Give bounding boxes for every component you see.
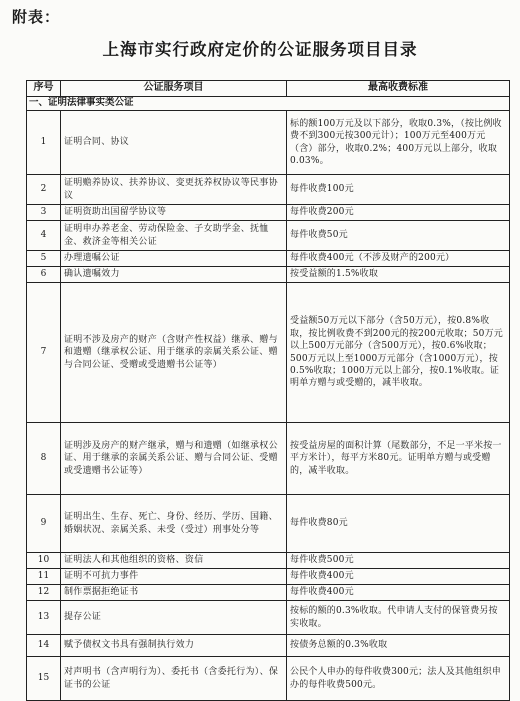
row-fee: 按标的额的0.3%收取。代申请人支付的保管费另按实收取。 [287, 601, 510, 635]
table-row [27, 267, 510, 283]
header-fee: 最高收费标准 [287, 81, 510, 97]
row-fee: 每件收费400元（不涉及财产的200元） [287, 251, 510, 267]
row-no: 8 [27, 423, 61, 495]
table-row [27, 205, 510, 221]
row-item: 证明合同、协议 [61, 111, 287, 175]
row-fee: 每件收费50元 [287, 221, 510, 251]
table-header-row [27, 81, 510, 97]
row-no: 13 [27, 601, 61, 635]
row-item: 证明资助出国留学协议等 [61, 205, 287, 221]
table-row [27, 111, 510, 175]
row-item: 证明不涉及房产的财产（含财产性权益）继承、赠与和遗赠（继承权公证、用于继承的亲属关系公证、赠与合同公证、受赠或受遗赠书公证等） [61, 283, 287, 423]
row-no: 4 [27, 221, 61, 251]
table-row [27, 221, 510, 251]
row-fee: 公民个人申办的每件收费300元；法人及其他组织申办的每件收费500元。 [287, 657, 510, 701]
table-row [27, 585, 510, 601]
row-item: 确认遗嘱效力 [61, 267, 287, 283]
row-fee: 按受益额的1.5%收取 [287, 267, 510, 283]
table-row [27, 601, 510, 635]
row-item: 赋予债权文书具有强制执行效力 [61, 635, 287, 657]
section-title: 一、证明法律事实类公证 [27, 97, 510, 111]
row-fee: 每件收费200元 [287, 205, 510, 221]
row-fee: 每件收费400元 [287, 585, 510, 601]
row-no: 10 [27, 553, 61, 569]
table-row [27, 283, 510, 423]
row-no: 1 [27, 111, 61, 175]
table-row [27, 175, 510, 205]
table-row [27, 495, 510, 553]
fee-table [26, 80, 510, 701]
row-no: 15 [27, 657, 61, 701]
row-item: 办理遗嘱公证 [61, 251, 287, 267]
row-no: 11 [27, 569, 61, 585]
row-fee: 受益额50万元以下部分（含50万元），按0.8%收取，按比例收费不到200元的按200元收取；50万元以上500万元部分（含500万元），按0.6%收取；500万元以上至1000万元部分（含1000万元），按0.5%收取；1000万元以上部分，按0.1%收取。证明单方赠与或受赠的，减半收取。 [287, 283, 510, 423]
row-fee: 每件收费100元 [287, 175, 510, 205]
row-no: 7 [27, 283, 61, 423]
header-item: 公证服务项目 [61, 81, 287, 97]
table-row [27, 569, 510, 585]
row-item: 提存公证 [61, 601, 287, 635]
row-fee: 标的额100万元及以下部分，收取0.3%，（按比例收费不到300元按300元计）；100万元至400万元（含）部分，收取0.2%；400万元以上部分，收取0.03%。 [287, 111, 510, 175]
row-item: 证明出生、生存、死亡、身份、经历、学历、国籍、婚姻状况、亲属关系、未受（受过）刑事处分等 [61, 495, 287, 553]
row-no: 14 [27, 635, 61, 657]
page-title: 上海市实行政府定价的公证服务项目目录 [102, 40, 418, 59]
row-item: 证明赡养协议、扶养协议、变更抚养权协议等民事协议 [61, 175, 287, 205]
row-fee: 按债务总额的0.3%收取 [287, 635, 510, 657]
row-no: 6 [27, 267, 61, 283]
row-item: 对声明书（含声明行为）、委托书（含委托行为）、保证书的公证 [61, 657, 287, 701]
row-fee: 每件收费400元 [287, 569, 510, 585]
row-no: 12 [27, 585, 61, 601]
table-row [27, 657, 510, 701]
table-row [27, 423, 510, 495]
table-row [27, 553, 510, 569]
row-item: 证明法人和其他组织的资格、资信 [61, 553, 287, 569]
row-fee: 每件收费500元 [287, 553, 510, 569]
header-no: 序号 [27, 81, 61, 97]
table-row [27, 635, 510, 657]
annex-label: 附表： [12, 8, 61, 26]
row-item: 证明涉及房产的财产继承，赠与和遗赠（如继承权公证、用于继承的亲属关系公证、赠与合同公证、受赠或受遗赠书公证等） [61, 423, 287, 495]
table-row [27, 251, 510, 267]
row-no: 5 [27, 251, 61, 267]
row-item: 证明申办养老金、劳动保险金、子女助学金、抚恤金、救济金等相关公证 [61, 221, 287, 251]
section-row [27, 97, 510, 111]
row-fee: 每件收费80元 [287, 495, 510, 553]
row-fee: 按受益房屋的面积计算（尾数部分，不足一平米按一平方米计），每平方米80元。证明单方赠与或受赠的，减半收取。 [287, 423, 510, 495]
row-no: 2 [27, 175, 61, 205]
row-no: 9 [27, 495, 61, 553]
row-no: 3 [27, 205, 61, 221]
row-item: 制作票据拒绝证书 [61, 585, 287, 601]
row-item: 证明不可抗力事件 [61, 569, 287, 585]
